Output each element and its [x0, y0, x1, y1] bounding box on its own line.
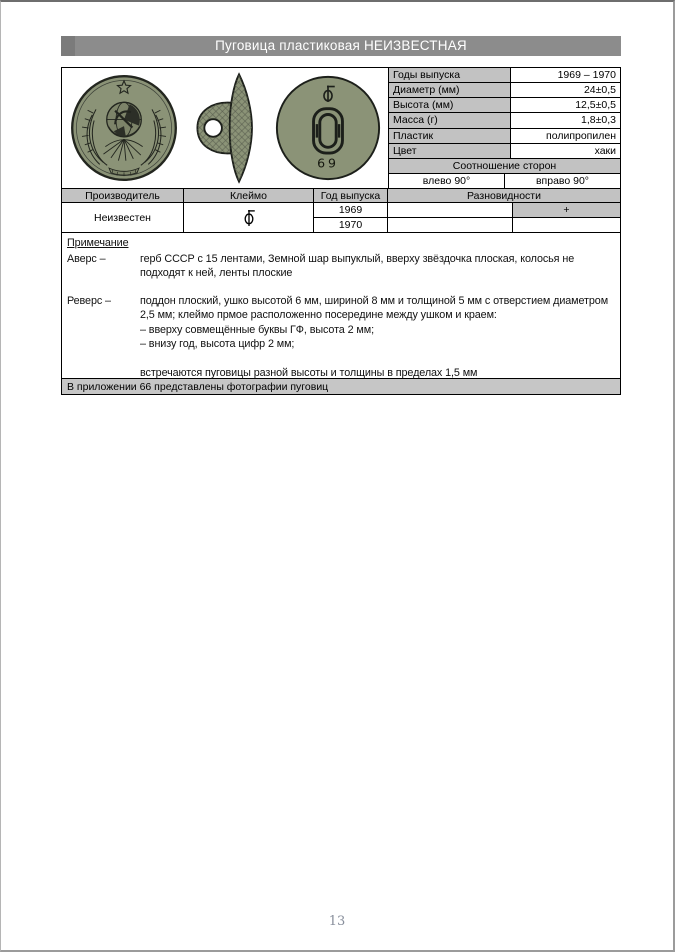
spec-row-height — [389, 98, 620, 113]
title-bar-notch — [61, 36, 75, 56]
gf-mark-icon — [241, 208, 257, 228]
button-front-emblem-image — [68, 72, 180, 184]
spec-value: 24±0,5 — [511, 83, 620, 97]
spec-value: 1,8±0,3 — [511, 113, 620, 127]
spec-label: Масса (г) — [389, 113, 511, 127]
spec-row-years — [389, 68, 620, 83]
aspect-header: Соотношение сторон — [389, 159, 620, 173]
aspect-values-row — [389, 174, 620, 188]
aspect-left: влево 90° — [389, 174, 505, 188]
spec-row-mass — [389, 113, 620, 128]
appendix-note: В приложении 66 представлены фотографии пуговиц — [67, 380, 329, 393]
spec-label: Высота (мм) — [389, 98, 511, 112]
aspect-header-row — [389, 159, 620, 174]
spec-label: Пластик — [389, 129, 511, 143]
avers-text: герб СССР с 15 лентами, Земной шар выпуклый, вверху звёздочка плоская, колосья не подходят к ней, ленты плоские — [140, 252, 575, 279]
page-number: 13 — [328, 914, 346, 929]
variety-flag-1969: + — [513, 203, 620, 218]
spec-label: Цвет — [389, 144, 511, 158]
revers-text: поддон плоский, ушко высотой 6 мм, шириной 8 мм и толщиной 5 мм с отверстием диаметром 2,5 мм; клеймо прмое расположенно посередине между ушком и краем: — [140, 294, 609, 321]
notes-heading: Примечание — [67, 237, 129, 249]
avers-label: Аверс – — [67, 252, 106, 265]
button-side-profile-image — [190, 70, 264, 186]
spec-row-plastic — [389, 129, 620, 144]
variety-note-1970 — [388, 218, 513, 233]
button-images-panel — [62, 68, 389, 188]
revers-text-block — [140, 294, 614, 381]
year-cell-1970: 1970 — [314, 218, 388, 233]
manufacturer-name: Неизвестен — [62, 203, 184, 232]
col-header-mark: Клеймо — [184, 189, 314, 203]
spec-value: полипропилен — [511, 129, 620, 143]
spec-value: 1969 – 1970 — [511, 68, 620, 82]
variety-flag-1970 — [513, 218, 620, 233]
page-title: Пуговица пластиковая НЕИЗВЕСТНАЯ — [215, 38, 467, 53]
aspect-right: вправо 90° — [505, 174, 620, 188]
spec-label: Годы выпуска — [389, 68, 511, 82]
col-header-varieties: Разновидности — [388, 189, 620, 203]
spec-table — [389, 68, 620, 188]
revers-label: Реверс – — [67, 294, 111, 307]
spacer — [140, 352, 612, 366]
revers-note — [67, 294, 614, 381]
col-header-manufacturer: Производитель — [62, 189, 184, 203]
notes-section — [62, 233, 620, 379]
revers-extra: встречаются пуговицы разной высоты и толщины в пределах 1,5 мм — [140, 366, 478, 379]
main-table — [61, 67, 621, 395]
year-cell-1969: 1969 — [314, 203, 388, 218]
shank-hole-icon — [204, 119, 222, 137]
avers-note — [67, 252, 614, 281]
appendix-note-bar — [62, 379, 620, 394]
revers-item-1: – вверху совмещённые буквы ГФ, высота 2 мм; — [140, 323, 374, 336]
manufacturer-table — [62, 189, 620, 233]
back-year-text: 69 — [317, 155, 339, 171]
col-header-year: Год выпуска — [314, 189, 388, 203]
spec-row-color — [389, 144, 620, 159]
spec-value: хаки — [511, 144, 620, 158]
mark-cell — [184, 203, 314, 232]
revers-item-2: – внизу год, высота цифр 2 мм; — [140, 338, 295, 350]
spec-value: 12,5±0,5 — [511, 98, 620, 112]
globe-icon — [107, 102, 142, 137]
spec-row-diameter — [389, 83, 620, 98]
spec-label: Диаметр (мм) — [389, 83, 511, 97]
button-back-image — [274, 74, 382, 182]
variety-note-1969 — [388, 203, 513, 218]
top-section — [62, 68, 620, 189]
title-bar — [61, 36, 621, 56]
